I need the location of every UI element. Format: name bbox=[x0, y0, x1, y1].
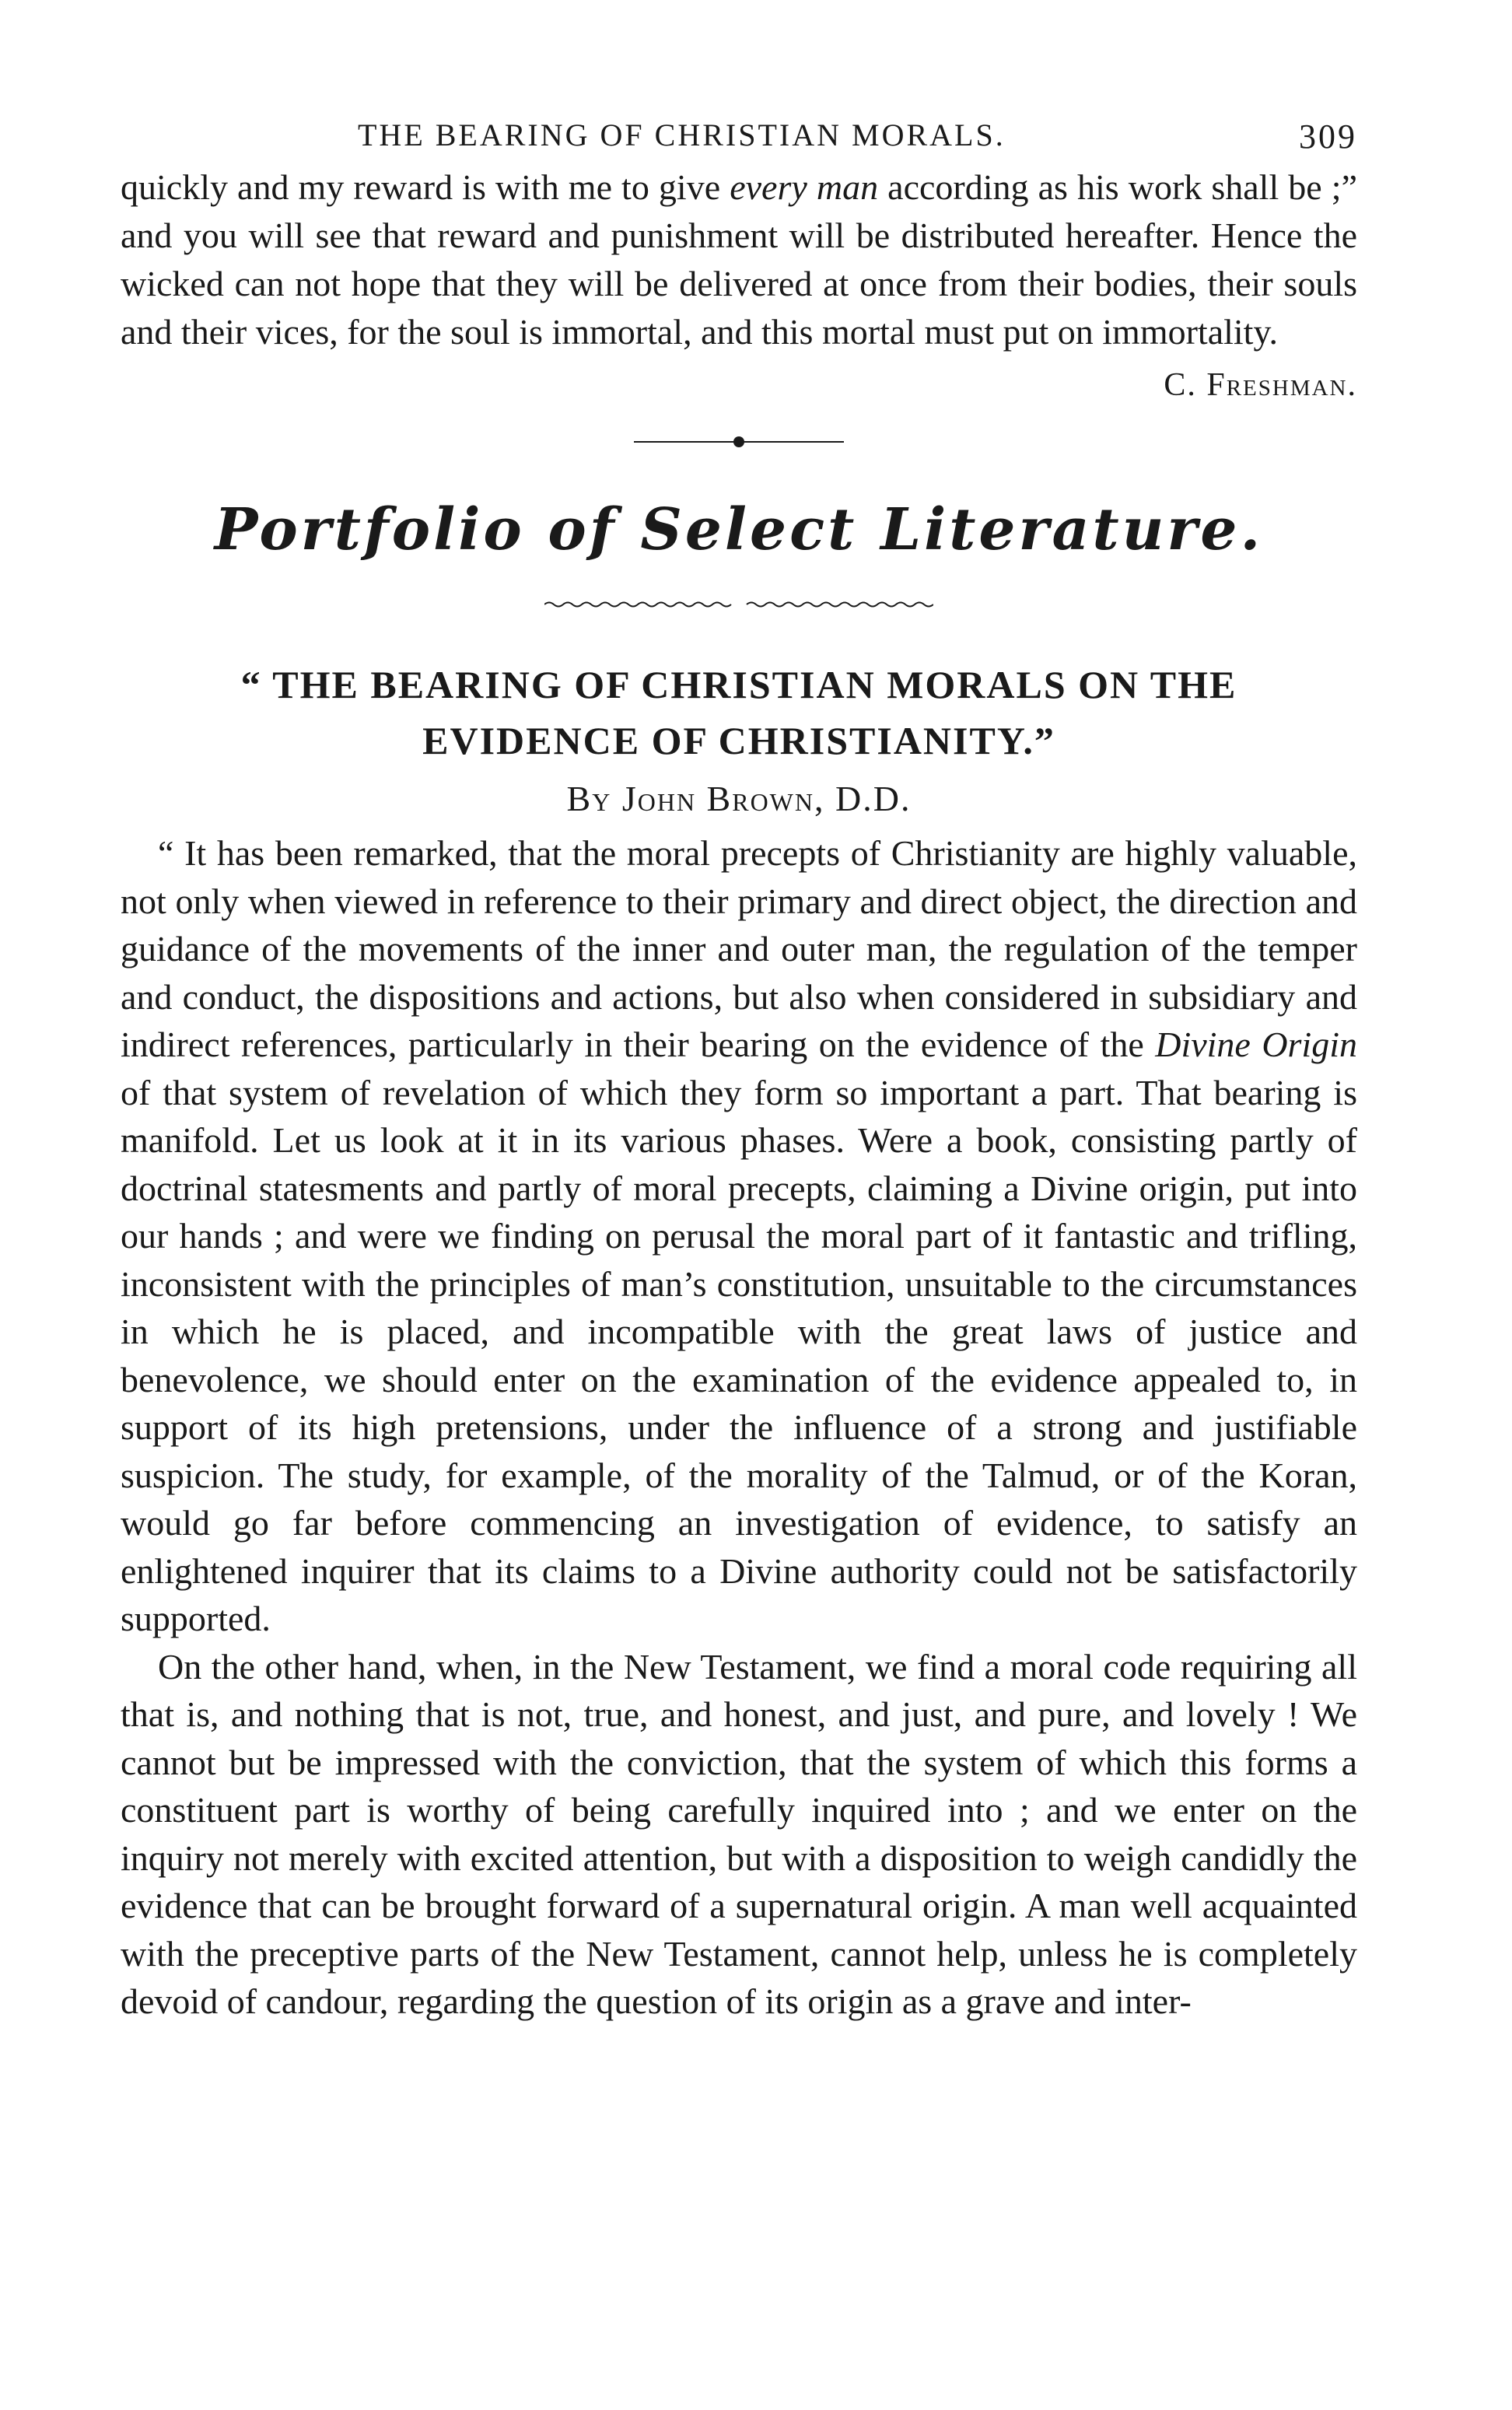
page-number: 309 bbox=[1299, 117, 1357, 156]
section-divider bbox=[634, 434, 844, 450]
previous-text-end: according as his work shall be ;” and you will see that reward and punishment will be distributed hereafter. Hence the wicked can not hope that they will be delivered at once from their bodies, their souls and their vices, for the soul is immortal, and this mortal must put on immortality. bbox=[121, 167, 1357, 352]
article-title: “ THE BEARING OF CHRISTIAN MORALS ON THE EVIDENCE OF CHRISTIANITY.” bbox=[240, 663, 1237, 762]
previous-text-start: quickly and my reward is with me to give bbox=[121, 167, 730, 207]
previous-text-emphasis: every man bbox=[730, 167, 879, 207]
previous-article-ending bbox=[121, 163, 1357, 356]
article-byline: By John Brown, D.D. bbox=[566, 779, 912, 818]
paragraph-1-end: of that system of revelation of which they form so important a part. That bearing is manifold. Let us look at it in its various phases. Were a book, consisting partly of doctrinal statesments and partly of moral precepts, claiming a Divine origin, put into our hands ; and were we finding on perusal the moral part of it fantastic and trifling, inconsistent with the principles of man’s constitution, unsuitable to the circumstances in which he is placed, and incompatible with the great laws of justice and benevolence, we should enter on the examination of the evidence appealed to, in support of its high pretensions, under the influence of a strong and justifiable suspicion. The study, for example, of the morality of the Talmud, or of the Koran, would go far before commencing an investigation of evidence, to satisfy an enlightened inquirer that its claims to a Divine authority could not be satisfactorily supported. bbox=[121, 1072, 1357, 1638]
paragraph-1-start: “ It has been remarked, that the moral precepts of Christianity are highly valuable, not only when viewed in reference to their primary and direct object, the direction and guidance of the movements of the inner and outer man, the regulation of the temper and conduct, the dispositions and actions, but also when considered in subsidiary and indirect references, particularly in their bearing on the evidence of the bbox=[121, 833, 1357, 1064]
wavy-rule-ornament bbox=[544, 599, 933, 610]
section-title: Portfolio of Select Literature. bbox=[214, 496, 1264, 563]
article-paragraph-2: On the other hand, when, in the New Testament, we find a moral code requiring all that is, and nothing that is not, true, and honest, and just, and pure, and lovely ! We cannot but be impressed with the conviction, that the system of which this forms a constituent part is worthy of being carefully inquired into ; and we enter on the inquiry not merely with excited attention, but with a disposition to weigh candidly the evidence that can be brought forward of a supernatural origin. A man well acquainted with the preceptive parts of the New Testament, cannot help, unless he is completely devoid of candour, regarding the question of its origin as a grave and inter- bbox=[121, 1646, 1357, 2021]
author-signature: C. Freshman. bbox=[1164, 367, 1357, 403]
paragraph-1-emphasis: Divine Origin bbox=[1155, 1025, 1357, 1064]
running-head-title: THE BEARING OF CHRISTIAN MORALS. bbox=[358, 117, 1006, 152]
article-paragraph-1 bbox=[121, 829, 1357, 1643]
wavy-rule-right bbox=[747, 603, 933, 607]
divider-dot bbox=[733, 436, 744, 447]
running-head bbox=[121, 117, 1357, 163]
book-page bbox=[121, 117, 1357, 2026]
wavy-rule-left bbox=[544, 603, 731, 607]
